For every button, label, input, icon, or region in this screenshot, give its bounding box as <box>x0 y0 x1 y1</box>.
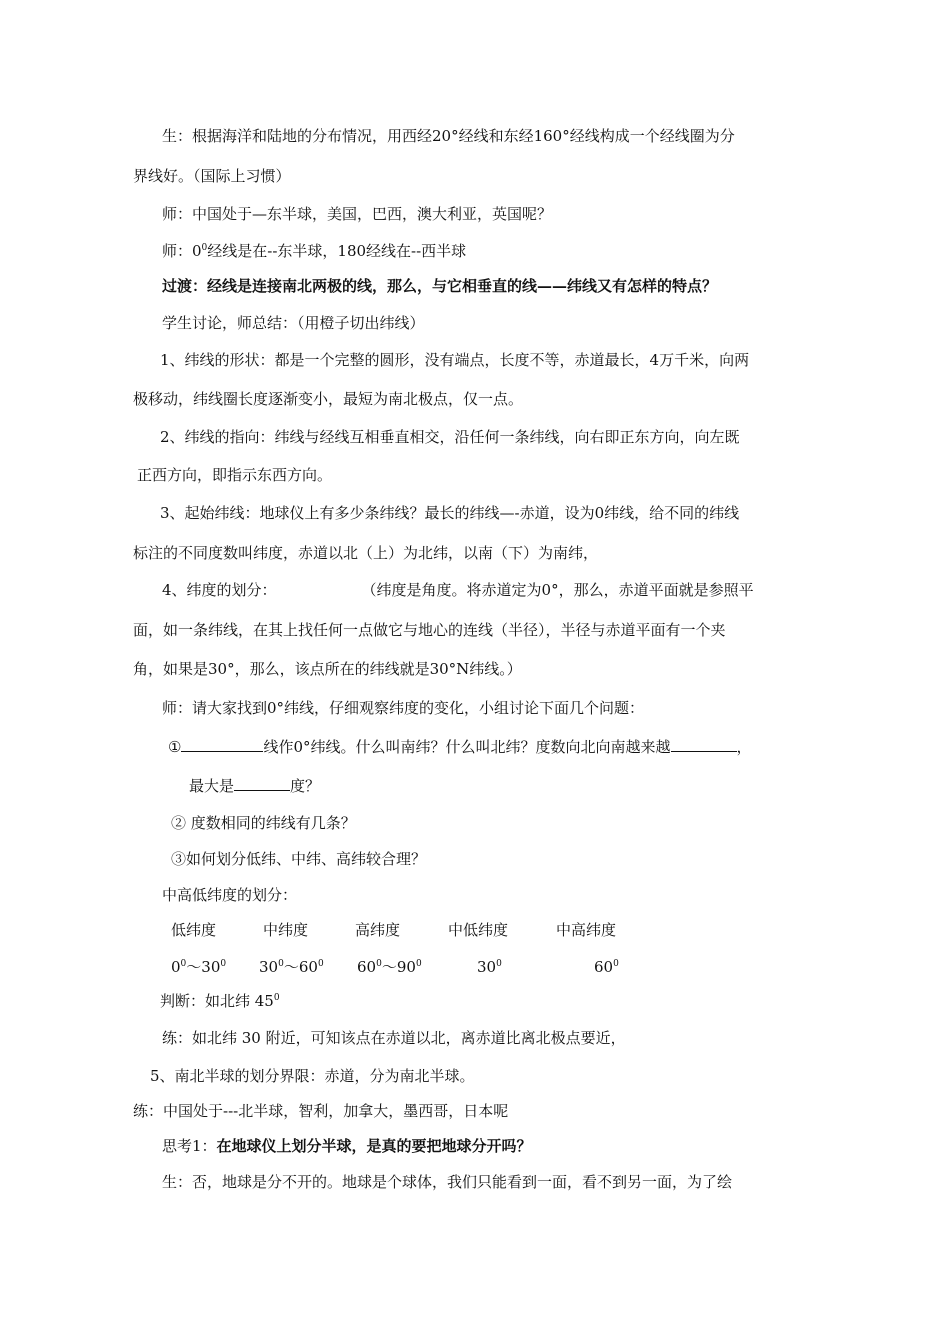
text-run: （纬度是角度。将赤道定为0°，那么，赤道平面就是参照平 <box>361 581 754 599</box>
superscript: 0 <box>376 959 382 969</box>
paragraph-line <box>162 580 754 600</box>
table-header: 中低纬度 <box>448 921 509 939</box>
paragraph-line: 面，如一条纬线，在其上找任何一点做它与地心的连线（半径），半径与赤道平面有一个夹 <box>133 621 726 639</box>
table-header: 中纬度 <box>263 921 309 939</box>
question-line <box>189 775 320 796</box>
question-line: ② 度数相同的纬线有几条？ <box>171 814 356 832</box>
text-run: ① <box>168 738 182 756</box>
text-run: ～ <box>283 958 299 976</box>
text-run: 线作0°纬线。什么叫南纬？什么叫北纬？度数向北向南越来越 <box>263 738 671 756</box>
paragraph-line <box>160 991 280 1011</box>
superscript: 0 <box>415 959 422 969</box>
superscript: 0 <box>220 959 227 969</box>
paragraph-line: 3、起始纬线：地球仪上有多少条纬线？最长的纬线—-赤道，设为0纬线，给不同的纬线 <box>160 504 740 522</box>
paragraph-line: 练：如北纬 30 附近，可知该点在赤道以北，离赤道比离北极点要近， <box>162 1029 626 1047</box>
table-header: 高纬度 <box>355 921 401 939</box>
paragraph-line: 正西方向，即指示东西方向。 <box>137 466 333 484</box>
question-line <box>168 736 752 757</box>
text-run: 4、纬度的划分： <box>162 581 277 599</box>
text-run: 30 <box>477 958 497 976</box>
text-run: 在地球仪上划分半球，是真的要把地球分开吗？ <box>216 1137 532 1155</box>
text-run: 30 <box>259 958 279 976</box>
paragraph-line: 标注的不同度数叫纬度，赤道以北（上）为北纬，以南（下）为南纬， <box>133 544 599 562</box>
fill-blank <box>181 736 263 752</box>
superscript: 0 <box>180 959 187 969</box>
paragraph-line: 生：根据海洋和陆地的分布情况，用西经20°经线和东经160°经线构成一个经线圈为分 <box>162 127 735 145</box>
text-run: 0 <box>171 958 181 976</box>
table-cell <box>357 957 422 977</box>
table-cell <box>594 957 619 977</box>
text-run: ～ <box>186 958 202 976</box>
paragraph-line: 练：中国处于---北半球，智利，加拿大，墨西哥，日本呢 <box>133 1102 509 1120</box>
paragraph-line <box>162 1136 532 1156</box>
fill-blank <box>671 736 737 752</box>
text-run: 判断：如北纬 45 <box>160 992 274 1010</box>
paragraph-line: 5、南北半球的划分界限：赤道，分为南北半球。 <box>150 1067 475 1085</box>
question-line: ③如何划分低纬、中纬、高纬较合理？ <box>171 850 427 868</box>
paragraph-line: 师：中国处于—东半球，美国，巴西，澳大利亚，英国呢？ <box>162 205 553 223</box>
text-run: ， <box>736 738 752 756</box>
paragraph-line: 极移动，纬线圈长度逐渐变小，最短为南北极点，仅一点。 <box>133 390 524 408</box>
paragraph-line: 生：否，地球是分不开的。地球是个球体，我们只能看到一面，看不到另一面，为了绘 <box>162 1173 733 1191</box>
text-run: 60 <box>594 958 614 976</box>
paragraph-line: 角，如果是30°，那么，该点所在的纬线就是30°N纬线。） <box>133 660 522 678</box>
superscript: 0 <box>317 959 324 969</box>
paragraph-line: 界线好。（国际上习惯） <box>133 167 291 185</box>
table-header: 中高纬度 <box>556 921 617 939</box>
superscript: 0 <box>496 959 502 969</box>
paragraph-line: 中高低纬度的划分： <box>162 886 298 904</box>
paragraph-line <box>162 241 466 261</box>
transition-heading: 过渡：经线是连接南北两极的线，那么，与它相垂直的线——纬线又有怎样的特点？ <box>162 277 718 295</box>
text-run: 度？ <box>290 777 321 795</box>
paragraph-line: 1、纬线的形状：都是一个完整的圆形，没有端点，长度不等，赤道最长，4万千米，向两 <box>160 351 750 369</box>
table-header: 低纬度 <box>171 921 217 939</box>
text-run: 60 <box>298 958 318 976</box>
paragraph-line: 学生讨论，师总结：（用橙子切出纬线） <box>162 314 425 332</box>
text-run: ～ <box>381 958 397 976</box>
superscript: 0 <box>613 959 619 969</box>
superscript: 0 <box>278 959 284 969</box>
fill-blank <box>234 775 290 791</box>
table-cell <box>171 957 226 977</box>
superscript: 0 <box>201 243 208 253</box>
superscript: 0 <box>273 993 280 1003</box>
paragraph-line: 师：请大家找到0°纬线，仔细观察纬度的变化，小组讨论下面几个问题： <box>162 699 645 717</box>
paragraph-line: 2、纬线的指向：纬线与经线互相垂直相交，沿任何一条纬线，向右即正东方向，向左既 <box>160 428 740 446</box>
text-run: 师：0 <box>162 242 202 260</box>
text-run: 经线是在--东半球，180经线在--西半球 <box>207 242 467 260</box>
text-run: 90 <box>396 958 416 976</box>
table-cell <box>259 957 324 977</box>
text-run: 60 <box>357 958 377 976</box>
table-cell <box>477 957 502 977</box>
text-run: 最大是 <box>189 777 235 795</box>
text-run: 30 <box>201 958 221 976</box>
text-run: 思考1： <box>162 1137 217 1155</box>
